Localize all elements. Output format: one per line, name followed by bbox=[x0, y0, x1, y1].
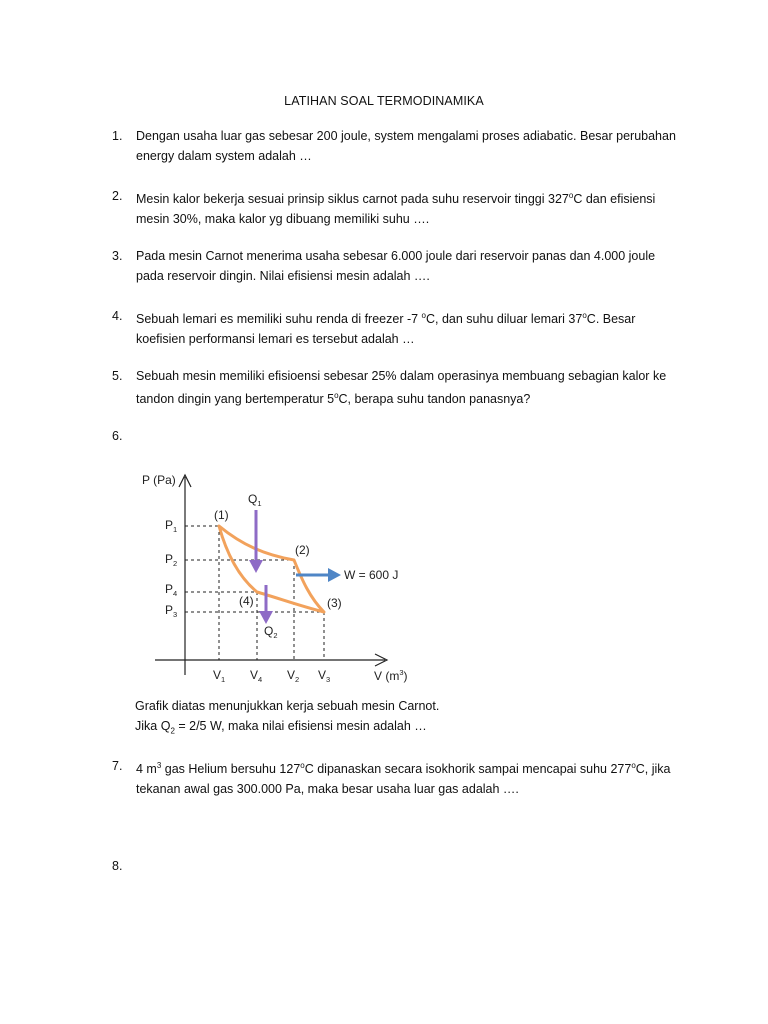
caption-text: Jika Q bbox=[135, 719, 171, 733]
question-5 bbox=[112, 366, 682, 409]
v2-label: $V_2$ bbox=[287, 668, 300, 684]
question-text: C, jika bbox=[635, 762, 671, 777]
degree-sign: o bbox=[334, 391, 339, 400]
question-2 bbox=[112, 186, 682, 229]
question-line: Sebuah mesin memiliki efisioensi sebesar 25% dalam operasinya membuang sebagian kalor ke bbox=[136, 369, 667, 383]
p4-label: $P_4$ bbox=[165, 582, 178, 598]
carnot-pv-diagram bbox=[130, 465, 440, 695]
diagram-caption bbox=[135, 696, 695, 742]
question-text: C, berapa suhu tandon panasnya? bbox=[338, 392, 531, 407]
question-line: pada reservoir dingin. Nilai efisiensi mesin adalah …. bbox=[136, 269, 430, 283]
state-2-label: (2) bbox=[295, 543, 310, 557]
caption-text: = 2/5 W, maka nilai efisiensi mesin adalah … bbox=[174, 719, 427, 733]
v3-label: $V_3$ bbox=[318, 668, 331, 684]
p1-label: $P_1$ bbox=[165, 518, 178, 534]
question-line: tekanan awal gas 300.000 Pa, maka besar usaha luar gas adalah …. bbox=[136, 782, 519, 797]
question-text: gas Helium bersuhu 127 bbox=[161, 762, 301, 777]
work-label: W = 600 J bbox=[344, 568, 399, 582]
degree-sign: o bbox=[300, 761, 305, 770]
question-number: 7. bbox=[112, 759, 123, 773]
degree-sign: o bbox=[421, 311, 426, 320]
v4-label: $V_4$ bbox=[250, 668, 263, 684]
question-line bbox=[136, 186, 682, 209]
question-text: C, dan suhu diluar lemari 37 bbox=[426, 312, 583, 327]
page-title: LATIHAN SOAL TERMODINAMIKA bbox=[284, 94, 484, 108]
question-text: tandon dingin yang bertemperatur 5 bbox=[136, 392, 335, 407]
p3-label: $P_3$ bbox=[165, 603, 178, 619]
question-text: Mesin kalor bekerja sesuai prinsip siklus carnot pada suhu reservoir tinggi 327 bbox=[136, 192, 569, 207]
question-text: C dan efisiensi bbox=[573, 192, 656, 207]
question-3 bbox=[112, 246, 682, 286]
question-number: 4. bbox=[112, 309, 123, 323]
question-line: Pada mesin Carnot menerima usaha sebesar 6.000 joule dari reservoir panas dan 4.000 joule bbox=[136, 249, 656, 263]
question-line: mesin 30%, maka kalor yg dibuang memiliki suhu …. bbox=[136, 212, 430, 227]
question-line bbox=[136, 306, 682, 329]
state-3-label: (3) bbox=[327, 596, 342, 610]
question-line bbox=[136, 756, 682, 779]
carnot-cycle-curve bbox=[219, 526, 324, 612]
question-1 bbox=[112, 126, 682, 166]
caption-line: Grafik diatas menunjukkan kerja sebuah mesin Carnot. bbox=[135, 699, 440, 713]
q1-arrow bbox=[249, 510, 263, 573]
state-4-label: (4) bbox=[239, 594, 254, 608]
p2-label: $P_2$ bbox=[165, 552, 178, 568]
q1-label: $Q_1$ bbox=[248, 492, 262, 508]
question-number: 8. bbox=[112, 859, 123, 873]
state-1-label: (1) bbox=[214, 508, 229, 522]
question-number: 5. bbox=[112, 369, 123, 383]
question-line: energy dalam system adalah … bbox=[136, 149, 312, 163]
question-number: 2. bbox=[112, 189, 123, 203]
question-number: 1. bbox=[112, 129, 123, 143]
question-line: koefisien performansi lemari es tersebut adalah … bbox=[136, 332, 415, 347]
question-line: Dengan usaha luar gas sebesar 200 joule, system mengalami proses adiabatic. Besar perubahan bbox=[136, 129, 676, 143]
y-axis-label: P (Pa) bbox=[142, 473, 176, 487]
caption-line bbox=[135, 716, 695, 742]
subscript: 2 bbox=[170, 726, 175, 736]
superscript: 3 bbox=[156, 761, 162, 770]
question-text: C dipanaskan secara isokhorik sampai mencapai suhu 277 bbox=[304, 762, 632, 777]
question-number: 3. bbox=[112, 249, 123, 263]
question-4 bbox=[112, 306, 682, 349]
question-text: Sebuah lemari es memiliki suhu renda di freezer -7 bbox=[136, 312, 422, 327]
q2-arrow bbox=[259, 585, 273, 624]
degree-sign: o bbox=[582, 311, 587, 320]
question-text: C. Besar bbox=[586, 312, 636, 327]
degree-sign: o bbox=[568, 191, 574, 200]
question-7 bbox=[112, 756, 682, 799]
question-number: 6. bbox=[112, 429, 123, 443]
question-text: 4 m bbox=[136, 762, 157, 777]
v1-label: $V_1$ bbox=[213, 668, 226, 684]
q2-label: $Q_2$ bbox=[264, 624, 278, 640]
question-line bbox=[136, 386, 682, 409]
degree-sign: o bbox=[631, 761, 636, 770]
x-axis-label: V $(m^3)$ bbox=[374, 668, 408, 683]
